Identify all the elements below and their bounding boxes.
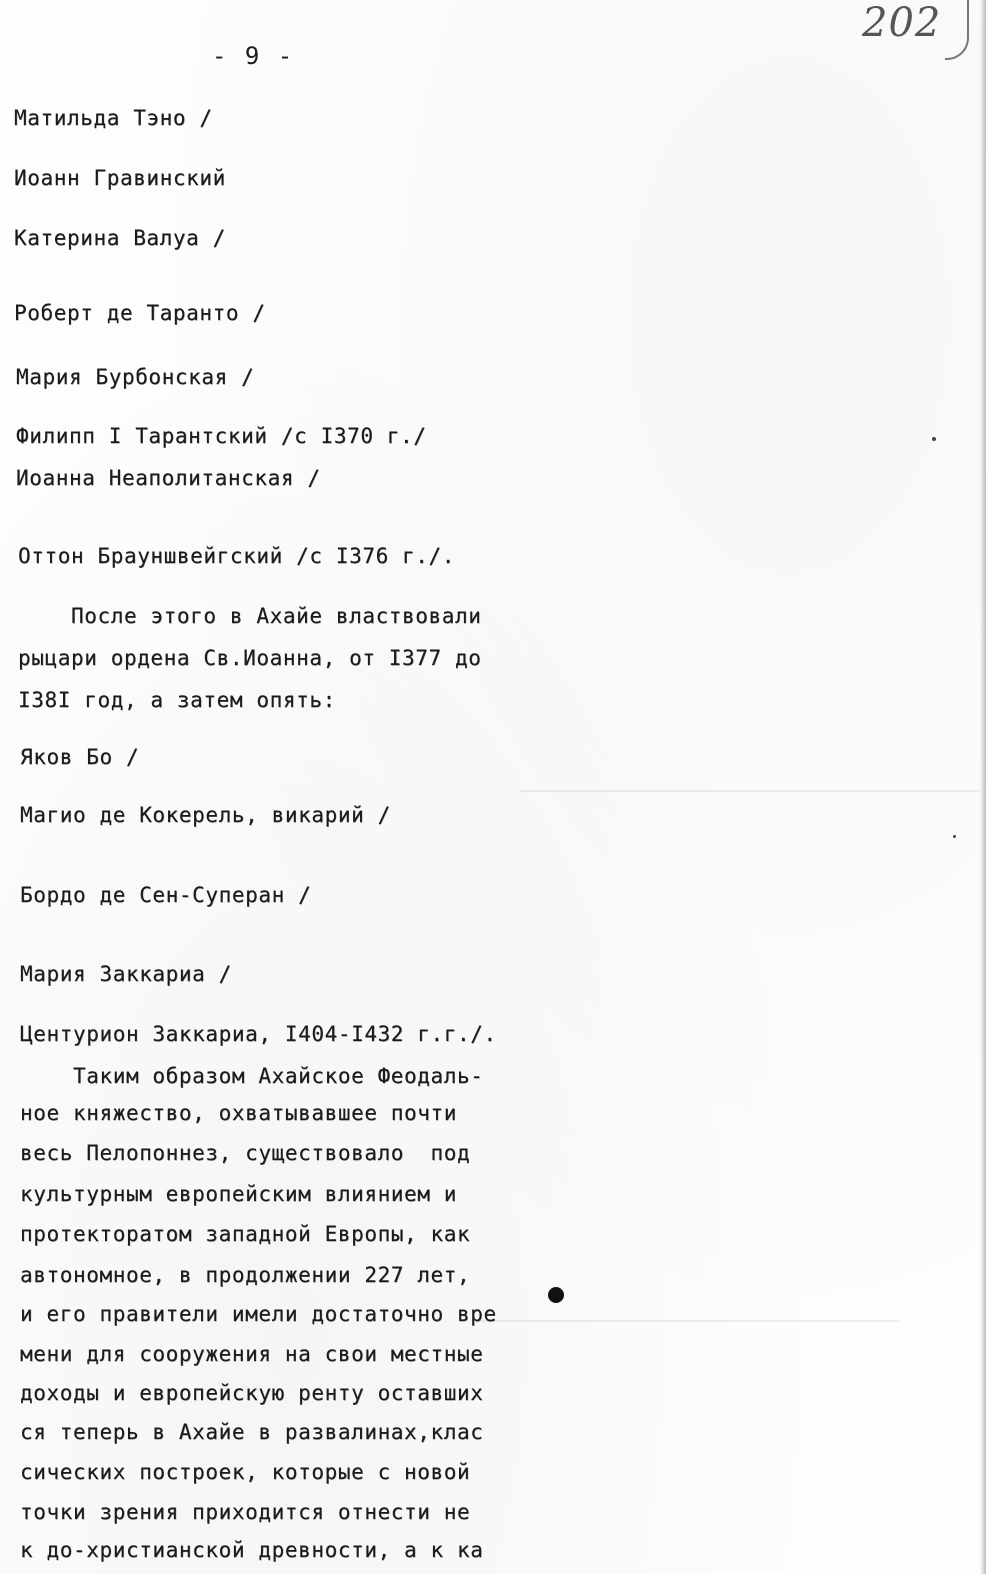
page-edge-shadow [980, 0, 986, 1574]
text-line-6: Филипп I Тарантский /с I370 г./ [16, 424, 427, 448]
text-line-19: весь Пелопоннез, существовало под [20, 1141, 471, 1165]
text-line-22: автономное, в продолжении 227 лет, [20, 1263, 471, 1287]
text-line-18: ное княжество, охватывавшее почти [20, 1101, 458, 1125]
text-line-26: ся теперь в Ахайе в развалинах,клас [20, 1420, 484, 1444]
text-line-10: рыцари ордена Св.Иоанна, от I377 до [18, 646, 482, 670]
text-line-12: Яков Бо / [20, 745, 140, 769]
text-line-16: Центурион Заккариа, I404-I432 г.г./. [20, 1022, 497, 1046]
archive-number: 202 [862, 0, 942, 46]
speck-mark [932, 437, 936, 441]
text-line-3: Катерина Валуа / [14, 226, 226, 250]
text-line-9: После этого в Ахайе властвовали [18, 604, 482, 628]
text-line-27: сических построек, которые с новой [20, 1460, 471, 1484]
text-line-24: мени для сооружения на свои местные [20, 1342, 484, 1366]
text-line-11: I38I год, а затем опять: [18, 688, 336, 712]
text-line-1: Матильда Тэно / [14, 106, 213, 130]
text-line-21: протекторатом западной Европы, как [20, 1222, 471, 1246]
text-line-8: Оттон Брауншвейгский /с I376 г./. [18, 544, 456, 568]
text-line-20: культурным европейским влиянием и [20, 1182, 458, 1206]
ink-blot [548, 1287, 564, 1303]
text-line-7: Иоанна Неаполитанская / [16, 466, 321, 490]
text-line-23: и его правители имели достаточно вре [20, 1302, 497, 1326]
text-line-14: Бордо де Сен-Суперан / [20, 883, 312, 907]
speck-mark [953, 835, 956, 838]
text-line-4: Роберт де Таранто / [14, 301, 266, 325]
text-line-13: Магио де Кокерель, викарий / [20, 803, 391, 827]
text-line-29: к до-христианской древности, а к ка [20, 1538, 484, 1562]
text-line-28: точки зрения приходится отнести не [20, 1500, 471, 1524]
page-number: - 9 - [212, 42, 295, 70]
scan-streak [480, 1320, 900, 1322]
scan-streak [520, 790, 980, 792]
archive-number-bracket [945, 0, 969, 60]
text-line-17: Таким образом Ахайское Феодаль- [20, 1064, 484, 1088]
text-line-2: Иоанн Гравинский [14, 166, 226, 190]
text-line-15: Мария Заккариа / [20, 962, 232, 986]
text-line-25: доходы и европейскую ренту оставших [20, 1381, 484, 1405]
text-line-5: Мария Бурбонская / [16, 365, 255, 389]
